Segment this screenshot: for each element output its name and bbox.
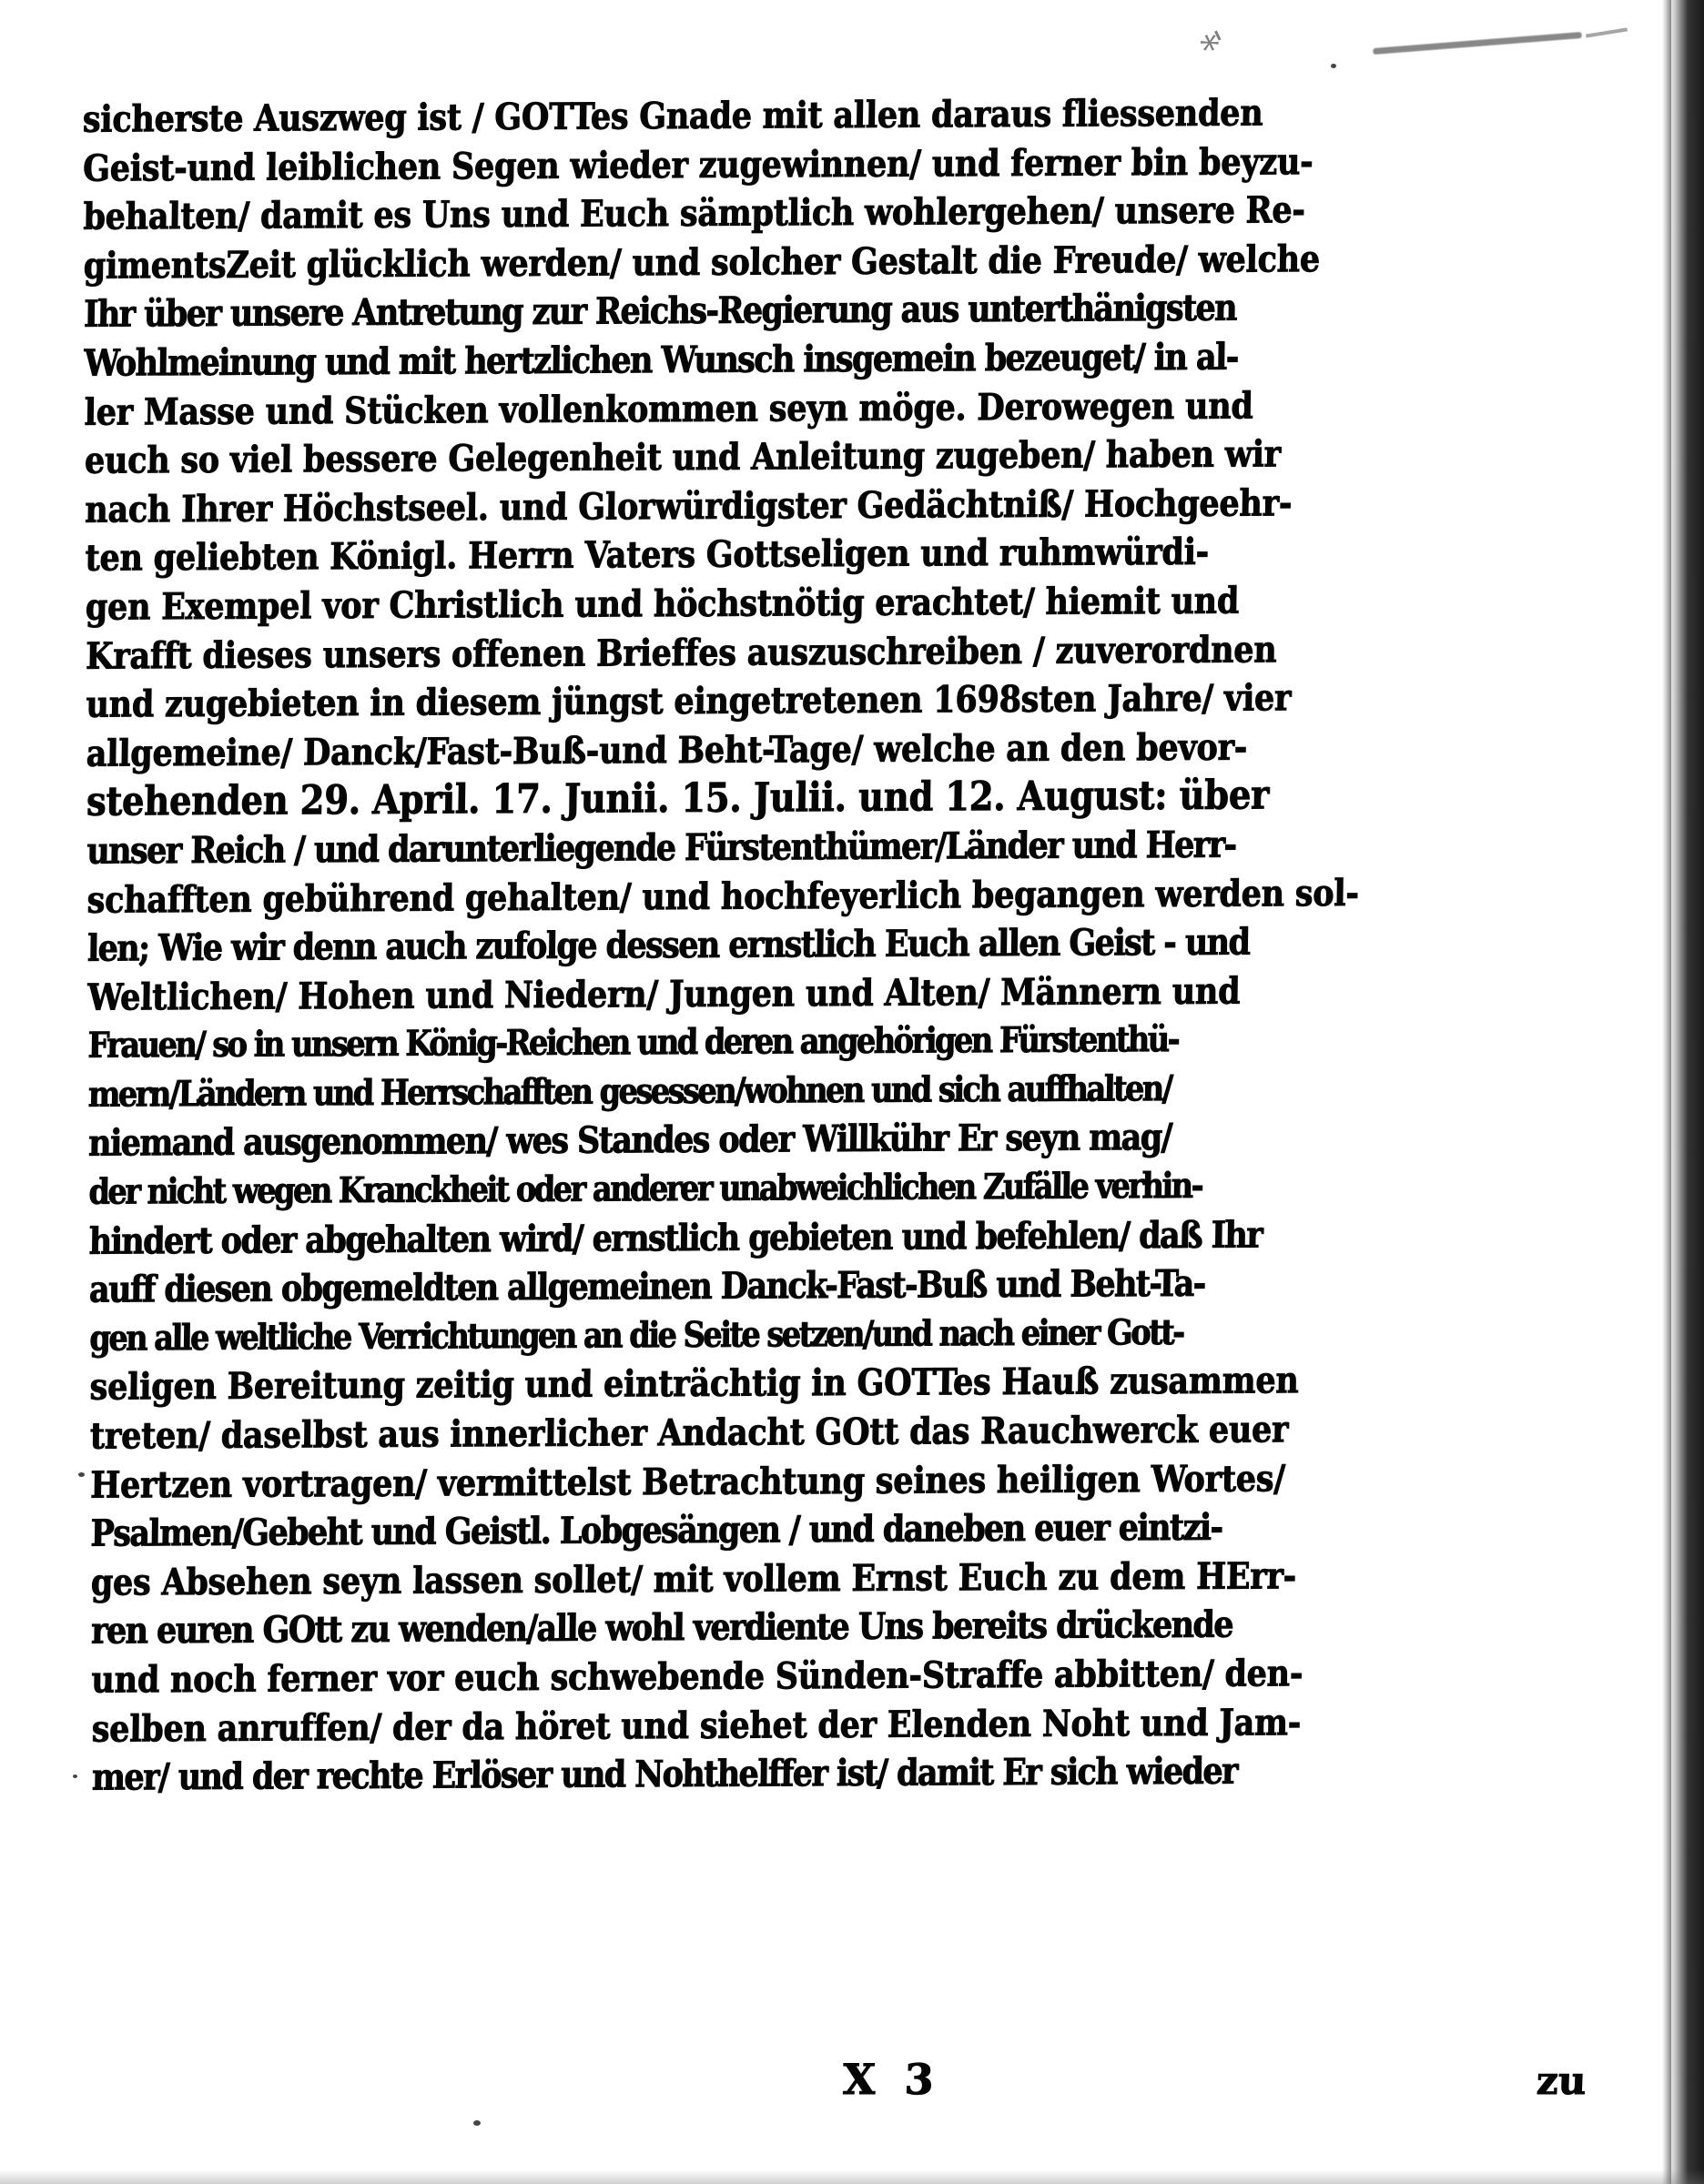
text-line: Weltlichen/ Hohen und Niedern/ Jungen und Alten/ Männern und [86,969,1241,1019]
text-line: hindert oder abgehalten wird/ ernstlich gebieten und befehlen/ daß Ihr [88,1213,1263,1263]
text-line: selben anruffen/ der da höret und siehet der Elenden Noht und Jam- [91,1700,1302,1751]
text-line: behalten/ damit es Uns und Euch sämptlich wohlergehen/ unsere Re- [83,188,1306,238]
scan-edge-gradient-right [1662,0,1671,2184]
text-line: Geist-und leiblichen Segen wieder zugewinnen/ und ferner bin beyzu- [82,139,1314,190]
text-line: ler Masse und Stücken vollenkommen seyn möge. Derowegen und [84,384,1254,434]
scan-edge-shadow-right [1666,0,1704,2184]
document-text-block [83,86,1621,1802]
text-line: mer/ und der rechte Erlöser und Nohthelffer ist/ damit Er sich wieder [91,1749,1238,1799]
text-line: der nicht wegen Kranckheit oder anderer unabweichlichen Zufälle verhin- [88,1165,1202,1213]
text-line: treten/ daselbst aus innerlicher Andacht GOtt das Rauchwerck euer [89,1408,1289,1458]
text-line-dates: stehenden 29. April. 17. Junii. 15. Julii. und 12. August: über [86,772,1270,826]
text-line: niemand ausgenommen/ wes Standes oder Willkühr Er seyn mag/ [87,1116,1172,1166]
ink-smudge-mark-icon: * ' [1195,25,1232,72]
catchword: zu [1536,2058,1587,2103]
text-line: Hertzen vortragen/ vermittelst Betrachtung seines heiligen Wortes/ [89,1456,1286,1507]
text-line: Wohlmeinung und mit hertzlichen Wunsch insgemein bezeuget/ in al- [84,335,1239,385]
text-line: sicherste Auszweg ist / GOTTes Gnade mit allen daraus fliessenden [82,91,1263,141]
text-line: allgemeine/ Danck/Fast-Buß-und Beht-Tage/ welche an den bevor- [86,725,1248,775]
text-line: Krafft dieses unsers offenen Brieffes auszuschreiben / zuverordnen [85,627,1277,678]
ink-speck-artifact [1586,27,1628,37]
text-line: und noch ferner vor euch schwebende Sünden-Straffe abbitten/ den- [91,1652,1303,1702]
text-line: Psalmen/Gebeht und Geistl. Lobgesängen / und daneben euer eintzi- [90,1505,1222,1555]
ink-streak-artifact [1373,32,1582,55]
page-speck [78,1472,85,1477]
text-line: ges Absehen seyn lassen sollet/ mit vollem Ernst Euch zu dem HErr- [90,1554,1297,1604]
text-line: auff diesen obgemeldten allgemeinen Danck-Fast-Buß und Beht-Ta- [88,1262,1206,1311]
text-line: schafften gebührend gehalten/ und hochfeyerlich begangen werden sol- [86,871,1360,922]
text-line: nach Ihrer Höchstseel. und Glorwürdigster Gedächtniß/ Hochgeehr- [84,481,1293,531]
text-line: Frauen/ so in unsern König-Reichen und deren angehörigen Fürstenthü- [87,1019,1179,1067]
text-line: gen alle weltliche Verrichtungen an die Seite setzen/und nach einer Gott- [89,1311,1183,1360]
text-line: und zugebieten in diesem jüngst eingetretenen 1698sten Jahre/ vier [86,676,1292,726]
page-footer [87,2055,1617,2137]
page-speck [1331,64,1336,68]
text-line: ten geliebten Königl. Herrn Vaters Gottseligen und ruhmwürdi- [85,531,1210,581]
text-line: gimentsZeit glücklich werden/ und solcher Gestalt die Freude/ welche [83,237,1321,288]
text-line: unser Reich / und darunterliegende Fürstenthümer/Länder und Herr- [86,823,1236,873]
text-line: len; Wie wir denn auch zufolge dessen ernstlich Euch allen Geist - und [86,920,1250,970]
text-line: seligen Bereitung zeitig und einträchtig in GOTTes Hauß zusammen [89,1359,1299,1410]
text-line: mern/Ländern und Herrschafften gesessen/wohnen und sich auffhalten/ [87,1067,1172,1116]
page-speck [73,1774,77,1778]
text-line: Ihr über unsere Antretung zur Reichs-Regierung aus unterthänigsten [83,287,1237,337]
text-line: gen Exempel vor Christlich und höchstnötig erachtet/ hiemit und [85,579,1240,629]
signature-mark: X 3 [842,2055,942,2104]
scan-edge-shadow-bottom [0,2169,1704,2184]
text-line: ren euren GOtt zu wenden/alle wohl verdiente Uns bereits drückende [90,1603,1233,1653]
text-line: euch so viel bessere Gelegenheit und Anleitung zugeben/ haben wir [84,432,1282,482]
